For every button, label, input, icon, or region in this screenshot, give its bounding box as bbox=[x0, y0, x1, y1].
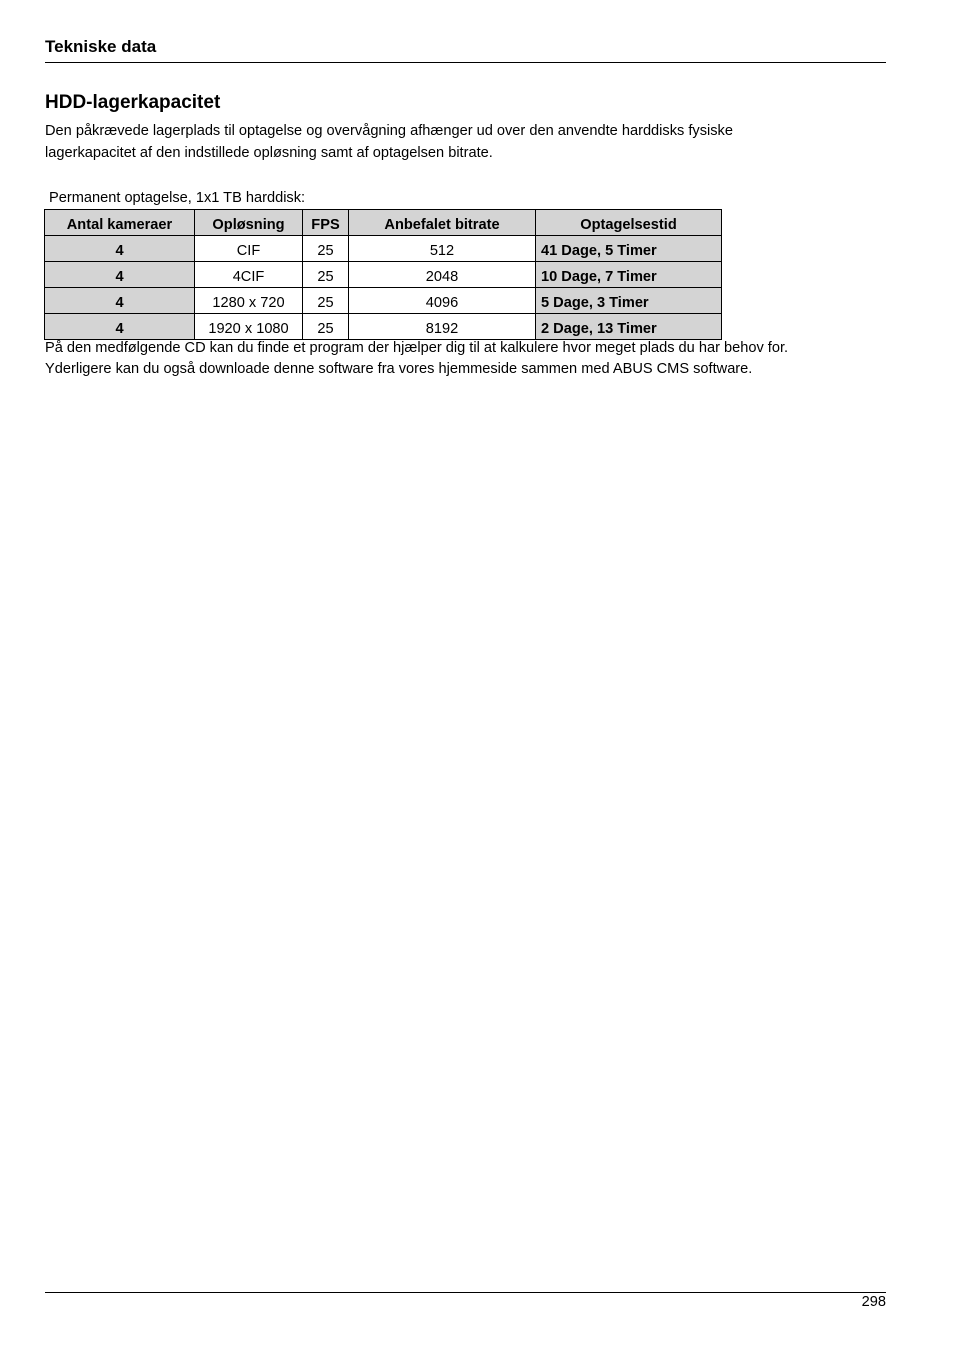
storage-capacity-table bbox=[44, 209, 722, 340]
cell-resolution: 1280 x 720 bbox=[195, 288, 303, 314]
header-divider bbox=[45, 62, 886, 63]
outro-line-2: Yderligere kan du også downloade denne software fra vores hjemmeside sammen med ABUS CMS software. bbox=[45, 360, 753, 377]
cell-resolution: 1920 x 1080 bbox=[195, 314, 303, 340]
column-header-fps: FPS bbox=[303, 210, 349, 236]
cell-cameras: 4 bbox=[45, 288, 195, 314]
cell-fps: 25 bbox=[303, 236, 349, 262]
header-title: Tekniske data bbox=[45, 37, 157, 56]
outro-paragraph bbox=[45, 338, 905, 379]
table-header-row bbox=[45, 210, 722, 236]
cell-recording-time: 41 Dage, 5 Timer bbox=[536, 236, 722, 262]
cell-recording-time: 2 Dage, 13 Timer bbox=[536, 314, 722, 340]
cell-bitrate: 512 bbox=[349, 236, 536, 262]
page-number: 298 bbox=[861, 1294, 886, 1310]
cell-recording-time: 5 Dage, 3 Timer bbox=[536, 288, 722, 314]
table-row bbox=[45, 314, 722, 340]
cell-cameras: 4 bbox=[45, 236, 195, 262]
footer-divider bbox=[45, 1292, 886, 1293]
column-header-bitrate: Anbefalet bitrate bbox=[349, 210, 536, 236]
cell-bitrate: 4096 bbox=[349, 288, 536, 314]
cell-resolution: CIF bbox=[195, 236, 303, 262]
table-caption: Permanent optagelse, 1x1 TB harddisk: bbox=[49, 190, 306, 206]
cell-cameras: 4 bbox=[45, 262, 195, 288]
section-title: HDD-lagerkapacitet bbox=[45, 92, 221, 113]
cell-cameras: 4 bbox=[45, 314, 195, 340]
cell-resolution: 4CIF bbox=[195, 262, 303, 288]
intro-paragraph bbox=[45, 121, 875, 164]
outro-line-1: På den medfølgende CD kan du finde et program der hjælper dig til at kalkulere hvor meget plads du har behov for. bbox=[45, 340, 789, 356]
column-header-recording-time: Optagelsestid bbox=[536, 210, 722, 236]
cell-fps: 25 bbox=[303, 314, 349, 340]
cell-bitrate: 2048 bbox=[349, 262, 536, 288]
cell-bitrate: 8192 bbox=[349, 314, 536, 340]
column-header-resolution: Opløsning bbox=[195, 210, 303, 236]
cell-recording-time: 10 Dage, 7 Timer bbox=[536, 262, 722, 288]
cell-fps: 25 bbox=[303, 262, 349, 288]
intro-line-2: lagerkapacitet af den indstillede opløsning samt af optagelsen bitrate. bbox=[45, 144, 493, 161]
cell-fps: 25 bbox=[303, 288, 349, 314]
table-row bbox=[45, 236, 722, 262]
intro-line-1: Den påkrævede lagerplads til optagelse og overvågning afhænger ud over den anvendte harddisks fysiske bbox=[45, 123, 733, 139]
column-header-cameras: Antal kameraer bbox=[45, 210, 195, 236]
table-row bbox=[45, 262, 722, 288]
table-row bbox=[45, 288, 722, 314]
